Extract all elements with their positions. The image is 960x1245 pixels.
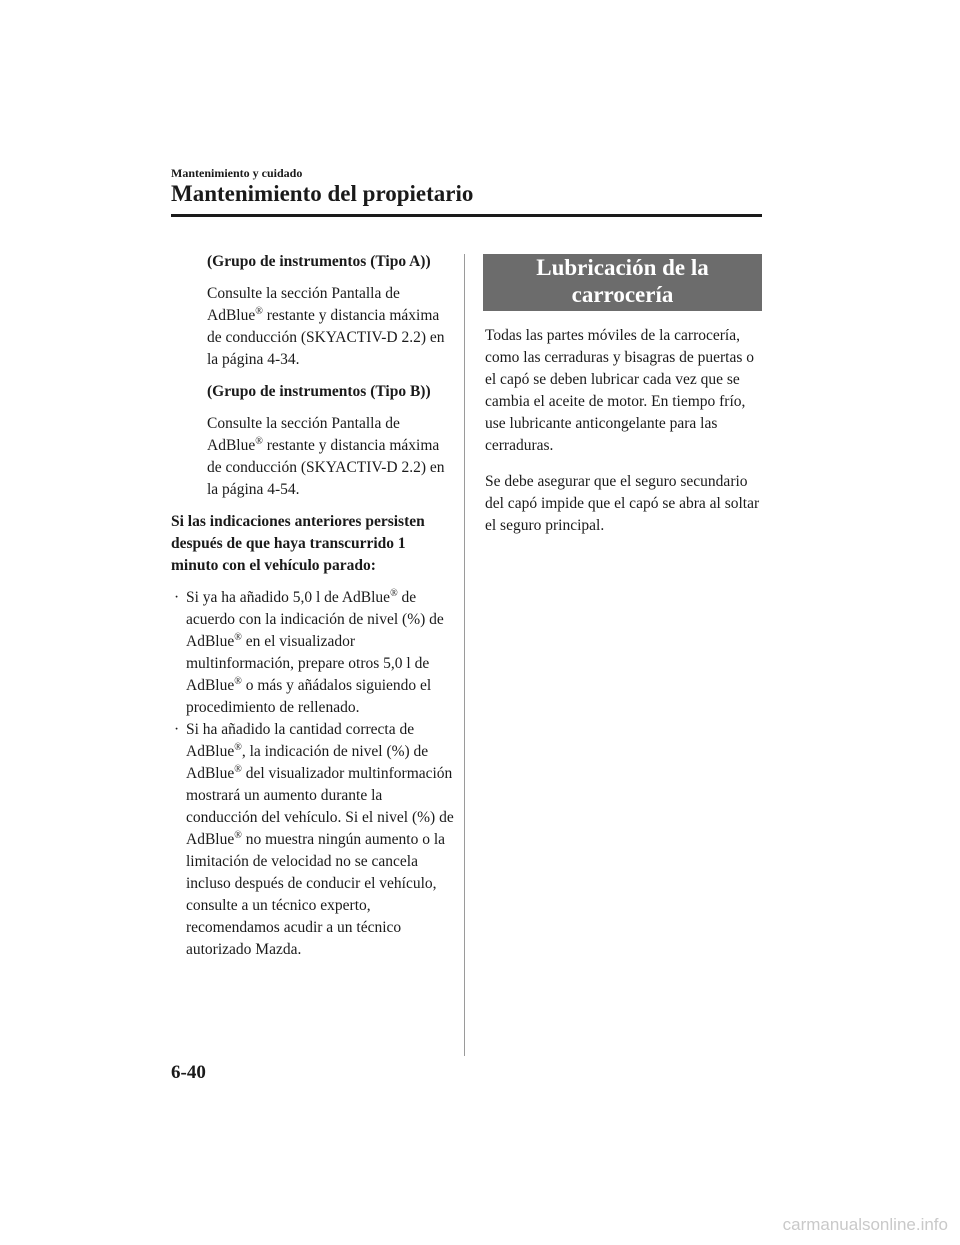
column-divider <box>464 254 465 1056</box>
bullet-icon: · <box>174 589 180 606</box>
list-item: · Si ya ha añadido 5,0 l de AdBlue® de acuerdo con la indicación de nivel (%) de AdBlue® en el visualizador multinformación, prepare otros 5,0 l de AdBlue® o más y añádalos siguiendo el procedimiento de rellenado. <box>174 588 444 716</box>
type-a-reference: Consulte la sección Pantalla de AdBlue® restante y distancia máxima de conducción (SKYACTIV-D 2.2) en la página 4-34. <box>207 285 445 368</box>
bullet-icon: · <box>174 721 180 738</box>
chapter-label: Mantenimiento y cuidado <box>171 166 303 180</box>
page-number: 6-40 <box>171 1062 206 1083</box>
right-column <box>485 325 765 551</box>
lubrication-paragraph: Todas las partes móviles de la carrocería, como las cerraduras y bisagras de puertas o el capó se deben lubricar cada vez que se cambia el aceite de motor. En tiempo frío, use lubricante anticongelante para las cerraduras. <box>485 327 754 454</box>
persist-heading: Si las indicaciones anteriores persisten después de que haya transcurrido 1 minuto con el vehículo parado: <box>171 513 425 574</box>
watermark: carmanualsonline.info <box>782 1215 948 1234</box>
type-a-heading: (Grupo de instrumentos (Tipo A)) <box>207 253 431 270</box>
type-b-reference: Consulte la sección Pantalla de AdBlue® restante y distancia máxima de conducción (SKYACTIV-D 2.2) en la página 4-54. <box>207 415 445 498</box>
list-item: · Si ha añadido la cantidad correcta de AdBlue®, la indicación de nivel (%) de AdBlue® del visualizador multinformación mostrará un aumento durante la conducción del vehículo. Si el nivel (%) de AdBlue® no muestra ningún aumento o la limitación de velocidad no se cancela incluso después de conducir el vehículo, consulte a un técnico experto, recomendamos acudir a un técnico autorizado Mazda. <box>174 721 454 958</box>
header-rule <box>171 214 762 217</box>
hood-latch-paragraph: Se debe asegurar que el seguro secundario del capó impide que el capó se abra al soltar el seguro principal. <box>485 473 760 534</box>
left-column <box>171 251 456 961</box>
type-b-heading: (Grupo de instrumentos (Tipo B)) <box>207 383 431 400</box>
section-title: Mantenimiento del propietario <box>171 181 474 206</box>
lubrication-heading: Lubricación de la carrocería <box>483 254 762 311</box>
